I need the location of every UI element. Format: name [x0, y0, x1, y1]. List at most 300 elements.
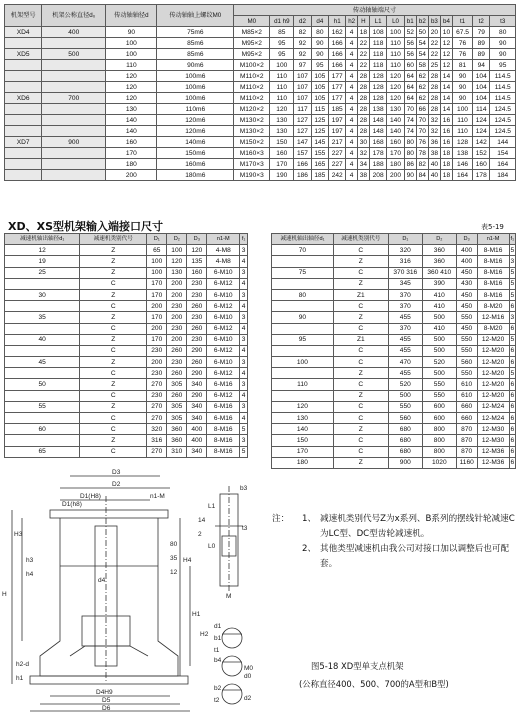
dim-label: 14	[198, 517, 206, 524]
table-cell: 260	[187, 301, 207, 312]
table-cell: 110	[270, 93, 294, 104]
table-cell: 6	[509, 413, 515, 424]
table-cell: 62	[416, 71, 428, 82]
table-cell: 140	[106, 126, 157, 137]
table-cell: 100	[270, 60, 294, 71]
table-cell: 90	[311, 38, 328, 49]
table-cell: 500	[422, 345, 456, 356]
table-cell	[5, 323, 80, 334]
table-cell: M100×2	[234, 60, 270, 71]
table-cell: 110	[387, 60, 404, 71]
table-cell: C	[333, 446, 388, 457]
table-cell: 1020	[422, 457, 456, 468]
col-header: D₃	[187, 234, 207, 245]
col-header: M0	[234, 16, 270, 27]
table-cell: 80	[272, 289, 334, 300]
table-cell: M110×2	[234, 82, 270, 93]
table-cell	[272, 345, 334, 356]
table-cell: 162	[329, 27, 346, 38]
table-cell: 114.5	[490, 71, 516, 82]
dim-label: D4H9	[96, 689, 113, 696]
table-cell: C	[80, 301, 147, 312]
table-cell: 148	[369, 115, 386, 126]
table-cell: 130	[270, 126, 294, 137]
table-cell: 4	[346, 71, 357, 82]
table-cell: 5	[509, 368, 515, 379]
col-header: f₁	[240, 234, 248, 245]
table-cell: 130	[270, 115, 294, 126]
col-header: b4	[440, 16, 452, 27]
table-cell: 410	[422, 289, 456, 300]
table-cell: 124	[473, 126, 490, 137]
table-cell	[5, 159, 42, 170]
table-cell: 90	[490, 49, 516, 60]
table-cell: 166	[329, 38, 346, 49]
table-row	[272, 390, 516, 401]
table-cell: 3	[240, 267, 248, 278]
table-cell: 290	[187, 390, 207, 401]
table-cell: M150×2	[234, 137, 270, 148]
table-cell	[272, 323, 334, 334]
dim-label: 80	[170, 541, 178, 548]
table-cell: 160	[387, 137, 404, 148]
table-cell: C	[80, 424, 147, 435]
table-cell: 3	[509, 256, 515, 267]
table-cell: 242	[329, 170, 346, 181]
table-cell: 110	[453, 126, 473, 137]
table-cell: 40	[428, 170, 440, 181]
table-cell: 600	[422, 413, 456, 424]
dim-label: t3	[242, 525, 248, 532]
table-cell: 120	[270, 104, 294, 115]
table-cell: 170	[106, 148, 157, 159]
table-cell: 85m6	[157, 38, 234, 49]
table-cell: 85	[270, 27, 294, 38]
table-cell: 230	[187, 289, 207, 300]
table-cell: 118	[369, 49, 386, 60]
table-cell: 125	[311, 126, 328, 137]
table-cell: 164	[453, 170, 473, 181]
table-cell: 35	[5, 312, 80, 323]
table-cell: 12-M20	[477, 345, 509, 356]
col-header: 传动轴轴径d	[106, 5, 157, 27]
table-cell: 610	[456, 379, 477, 390]
table-cell: 120	[167, 256, 187, 267]
col-header: h1	[329, 16, 346, 27]
table-cell	[272, 368, 334, 379]
table-cell: 105	[311, 71, 328, 82]
table-cell: 32	[428, 115, 440, 126]
table-cell: 16	[440, 115, 452, 126]
dim-label: t1	[214, 647, 220, 654]
table-cell: 1160	[456, 457, 477, 468]
table-row	[272, 334, 516, 345]
table-cell: 18	[440, 170, 452, 181]
table-cell: 6	[509, 357, 515, 368]
table-cell: 70	[416, 126, 428, 137]
table-cell: 870	[456, 435, 477, 446]
table-cell: 22	[428, 38, 440, 49]
table-cell: 160	[473, 159, 490, 170]
table-cell: 190	[270, 170, 294, 181]
table-cell: 6-M12	[207, 301, 240, 312]
table-row	[272, 435, 516, 446]
table-cell: 270	[147, 401, 167, 412]
table-cell: 50	[416, 27, 428, 38]
table-cell: 100m6	[157, 82, 234, 93]
table-cell: 64	[404, 82, 416, 93]
table-cell: 800	[422, 446, 456, 457]
table-cell: Z	[80, 256, 147, 267]
table-cell: 230	[187, 334, 207, 345]
table-cell: Z	[80, 312, 147, 323]
table-cell: 104	[473, 71, 490, 82]
table-cell: C	[333, 245, 388, 256]
table-cell: C	[333, 357, 388, 368]
table-cell: 90	[404, 170, 416, 181]
table-cell: 410	[422, 301, 456, 312]
table-cell: 70	[272, 245, 334, 256]
table-cell: 177	[329, 93, 346, 104]
table-cell: 450	[456, 323, 477, 334]
table-row	[272, 401, 516, 412]
table-row	[5, 390, 248, 401]
table-cell: 500	[422, 334, 456, 345]
table-cell: 18	[357, 27, 369, 38]
table-cell: 79	[473, 27, 490, 38]
table-cell: 100	[167, 245, 187, 256]
table-cell: 200	[387, 170, 404, 181]
table-cell: 6-M10	[207, 267, 240, 278]
table-cell: 560	[456, 357, 477, 368]
table-cell: C	[80, 413, 147, 424]
table-cell: 260	[187, 323, 207, 334]
table-cell: 128	[369, 82, 386, 93]
table-cell: 145	[311, 137, 328, 148]
table-cell: 4	[346, 93, 357, 104]
col-header: L1	[369, 16, 386, 27]
table-cell: 128	[453, 137, 473, 148]
table-cell: 130	[106, 104, 157, 115]
table-cell: 4	[346, 148, 357, 159]
table-cell: 450	[456, 267, 477, 278]
table-cell: 12-M20	[477, 379, 509, 390]
table-cell: 4	[240, 368, 248, 379]
table-row	[272, 312, 516, 323]
table-cell: C	[333, 345, 388, 356]
table-cell: 180	[272, 457, 334, 468]
dim-label: H1	[192, 611, 201, 618]
table-cell: 4	[240, 413, 248, 424]
table-cell: 20	[428, 27, 440, 38]
table-cell: 12-M20	[477, 368, 509, 379]
dim-label: t2	[214, 697, 220, 704]
table-row	[5, 245, 248, 256]
table-cell: 360	[167, 424, 187, 435]
table-cell: 12-M16	[477, 312, 509, 323]
table-cell: 120	[106, 82, 157, 93]
dim-label: D3	[112, 469, 121, 476]
col-header: D₂	[167, 234, 187, 245]
table-cell: 200	[167, 278, 187, 289]
table-cell: 56	[404, 49, 416, 60]
table-cell: Z1	[333, 289, 388, 300]
table-row	[5, 27, 516, 38]
table-cell: 108	[369, 27, 386, 38]
table-cell: 82	[294, 27, 311, 38]
table-cell: 140	[272, 424, 334, 435]
table-cell: 78	[416, 148, 428, 159]
table-row	[5, 345, 248, 356]
table-cell: 5	[240, 446, 248, 457]
table-cell: 120m6	[157, 126, 234, 137]
table-cell: 100	[106, 49, 157, 60]
table-cell: 100	[387, 27, 404, 38]
table-cell: 550	[456, 312, 477, 323]
table-cell: 550	[456, 345, 477, 356]
table-cell: 120	[272, 401, 334, 412]
table-cell: 22	[357, 38, 369, 49]
table-cell: 217	[329, 137, 346, 148]
table-cell: 92	[294, 38, 311, 49]
table-row	[5, 435, 248, 446]
table-row	[5, 104, 516, 115]
col-header: 减速机轴出轴径d₁	[5, 234, 80, 245]
table-cell: 290	[187, 345, 207, 356]
table-row	[272, 323, 516, 334]
table-cell: 550	[422, 379, 456, 390]
table-cell: 680	[388, 446, 422, 457]
table-cell: 8-M16	[477, 289, 509, 300]
table-cell: 58	[416, 60, 428, 71]
table-cell: 178	[369, 148, 386, 159]
table-row	[272, 267, 516, 278]
table-cell: 4	[346, 27, 357, 38]
table-cell: 138	[369, 104, 386, 115]
table-cell: 8-M16	[477, 245, 509, 256]
table-cell: 8-M20	[477, 323, 509, 334]
dim-label: D1(H8)	[80, 493, 101, 500]
table-cell: 400	[456, 256, 477, 267]
table-cell: 152	[473, 148, 490, 159]
table-cell: 6	[509, 390, 515, 401]
table-cell: 100	[147, 267, 167, 278]
table-cell: 6-M12	[207, 278, 240, 289]
col-header: d2	[294, 16, 311, 27]
dim-label: d4	[98, 577, 106, 584]
frame-drawing	[0, 466, 268, 713]
col-header: D₁	[147, 234, 167, 245]
dim-label: H3	[14, 531, 23, 538]
table-cell: 28	[357, 82, 369, 93]
table-cell: 25	[428, 60, 440, 71]
dim-label: L1	[208, 503, 216, 510]
table-cell: 95	[270, 38, 294, 49]
table-cell: 38	[357, 170, 369, 181]
col-header: 机架型号	[5, 5, 42, 27]
table-cell: 230	[147, 345, 167, 356]
col-header: h2	[346, 16, 357, 27]
table-cell: 95	[272, 334, 334, 345]
col-header: 减速机类别代号	[333, 234, 388, 245]
table-cell: 8-M16	[207, 446, 240, 457]
table-cell: 180	[387, 159, 404, 170]
table-cell	[42, 60, 106, 71]
table-cell: 90	[453, 82, 473, 93]
table-cell: 100	[147, 256, 167, 267]
table-cell: 150	[272, 435, 334, 446]
table-cell: Z	[333, 368, 388, 379]
table-cell: 36	[428, 137, 440, 148]
table-cell: 75m6	[157, 27, 234, 38]
table-cell: 400	[187, 424, 207, 435]
table-cell: 200	[106, 170, 157, 181]
table-cell: 8-M16	[207, 424, 240, 435]
table-cell	[272, 256, 334, 267]
table-cell: 55	[5, 401, 80, 412]
table-cell: 10	[440, 27, 452, 38]
table-cell	[5, 148, 42, 159]
table-cell: 18	[440, 159, 452, 170]
table-cell: 270	[147, 413, 167, 424]
table-cell: 305	[167, 401, 187, 412]
table-row	[5, 38, 516, 49]
table-cell: Z	[333, 424, 388, 435]
table-cell: 6-M12	[207, 323, 240, 334]
table-cell: 520	[388, 379, 422, 390]
table-cell: 12	[5, 245, 80, 256]
table-cell: 4	[346, 115, 357, 126]
table-cell: 64	[404, 71, 416, 82]
table-cell: 4	[346, 137, 357, 148]
note-text: 减速机类别代号Z为x系列、B系列的摆线针轮减速C为LC型、DC型齿轮减速机。	[320, 514, 515, 539]
table-cell: 105	[311, 93, 328, 104]
table-cell	[42, 115, 106, 126]
table-cell	[42, 71, 106, 82]
table-cell: 6-M10	[207, 334, 240, 345]
table-cell: 400	[187, 435, 207, 446]
table-cell: 147	[294, 137, 311, 148]
table-cell: 16	[440, 126, 452, 137]
table-cell: 95	[270, 49, 294, 60]
table-row	[5, 170, 516, 181]
table-cell: Z	[333, 278, 388, 289]
table-cell: 305	[167, 413, 187, 424]
table-cell: 5	[240, 424, 248, 435]
dim-label: M	[226, 593, 232, 600]
table-cell: 12-M30	[477, 424, 509, 435]
table-cell: Z	[80, 435, 147, 446]
table-cell: 160	[106, 137, 157, 148]
table-cell	[5, 278, 80, 289]
table-cell: 197	[329, 126, 346, 137]
table-cell: 12-M24	[477, 413, 509, 424]
table-cell: 8-M16	[477, 267, 509, 278]
table-cell: Z	[80, 357, 147, 368]
dim-label: H	[2, 591, 7, 598]
dim-label: D2	[112, 481, 121, 488]
table-cell	[5, 435, 80, 446]
table-cell: 6	[509, 379, 515, 390]
table-cell: 110	[270, 82, 294, 93]
table-cell: 170	[147, 278, 167, 289]
table-cell: 100m6	[157, 71, 234, 82]
col-header: L0	[387, 16, 404, 27]
table-cell: 4	[346, 170, 357, 181]
dim-label: M0	[244, 665, 254, 672]
table-cell: C	[80, 278, 147, 289]
table-cell: 6	[509, 401, 515, 412]
table-cell: 197	[329, 115, 346, 126]
table-cell: 28	[428, 104, 440, 115]
dim-label: h2-d	[16, 661, 30, 668]
table-cell: 90	[453, 93, 473, 104]
table-cell: 40	[5, 334, 80, 345]
table-cell: 110	[270, 71, 294, 82]
table-cell: 64	[404, 93, 416, 104]
table-cell: Z1	[333, 334, 388, 345]
table-cell: 340	[187, 413, 207, 424]
table-cell: 6	[509, 323, 515, 334]
table-row	[5, 357, 248, 368]
table-cell: 118	[369, 60, 386, 71]
table-row	[5, 256, 248, 267]
table-cell: 127	[294, 126, 311, 137]
dim-label: h3	[26, 557, 34, 564]
dim-label: b4	[214, 657, 222, 664]
dim-label: D6	[102, 705, 111, 712]
table-cell: 170	[147, 334, 167, 345]
table-cell: M130×2	[234, 115, 270, 126]
table-cell: 3	[240, 401, 248, 412]
table-cell: 30	[357, 137, 369, 148]
table-cell: 90	[311, 49, 328, 60]
table-row	[5, 401, 248, 412]
table-cell: 400	[456, 245, 477, 256]
table-cell: 3	[240, 289, 248, 300]
table-cell: 60	[404, 60, 416, 71]
table-cell: 125	[311, 115, 328, 126]
dim-label: b3	[240, 485, 248, 492]
table-cell: 600	[422, 401, 456, 412]
table-cell: 165	[311, 159, 328, 170]
table-cell: 12-M20	[477, 357, 509, 368]
dim-label: b1	[214, 635, 222, 642]
table-cell	[42, 104, 106, 115]
table-cell: 28	[428, 82, 440, 93]
dim-label: d0	[244, 673, 252, 680]
table-cell: 124.5	[490, 104, 516, 115]
table-cell	[5, 390, 80, 401]
table-cell: M120×2	[234, 104, 270, 115]
table-cell: 4	[346, 38, 357, 49]
table-cell: 82	[416, 159, 428, 170]
table-cell: 40	[428, 159, 440, 170]
table-cell: 90m6	[157, 60, 234, 71]
table-cell: 28	[357, 71, 369, 82]
table-title: 传动轴轴端尺寸	[234, 5, 516, 16]
table-cell: 28	[357, 126, 369, 137]
table-cell	[5, 104, 42, 115]
table-cell: 370	[388, 323, 422, 334]
table-cell: M190×3	[234, 170, 270, 181]
table-cell: 38	[428, 148, 440, 159]
table-cell: 177	[329, 82, 346, 93]
table-cell: 12-M24	[477, 401, 509, 412]
table-cell: 230	[167, 357, 187, 368]
table-cell: 80	[490, 27, 516, 38]
dim-label: 12	[170, 569, 178, 576]
